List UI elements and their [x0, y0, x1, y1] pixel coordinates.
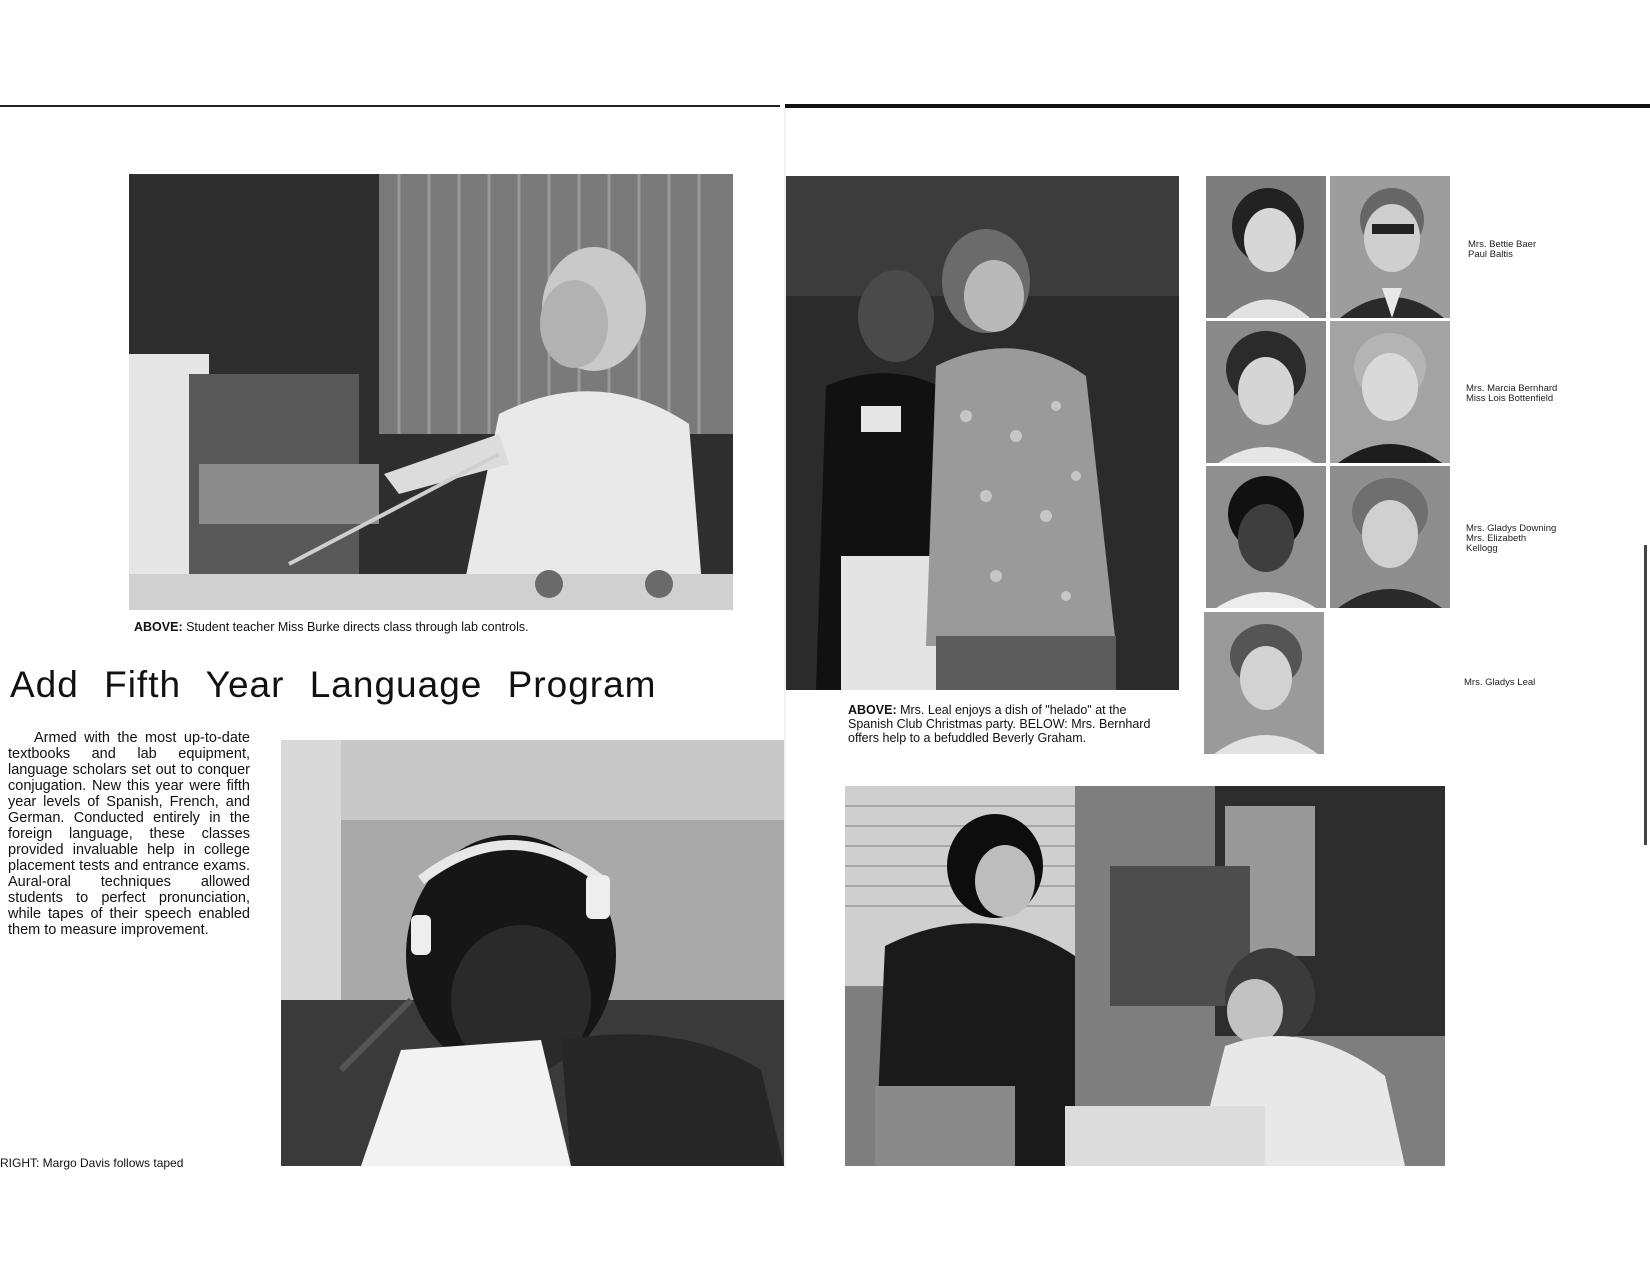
caption-lab-controls [134, 620, 734, 634]
portrait-leal [1204, 612, 1324, 754]
photo-helado-party [786, 176, 1179, 690]
portrait-bernhard [1206, 321, 1326, 463]
faculty-name: Mrs. Marcia Bernhard [1466, 383, 1558, 394]
portrait-downing [1206, 466, 1326, 608]
portrait-bottenfield [1330, 321, 1450, 463]
portrait-baltis [1330, 176, 1450, 318]
faculty-name: Mrs. Bettie Baer [1468, 239, 1537, 250]
faculty-names-1 [1468, 240, 1536, 260]
page-edge-mark [1644, 545, 1647, 845]
caption-helado [848, 703, 1168, 745]
faculty-name: Kellogg [1466, 543, 1498, 554]
article-body: Armed with the most up-to-date textbooks and lab equipment, language scholars set out to conquer conjugation. New this year were fifth year levels of Spanish, French, and German. Conducted entirely in the foreign language, these classes provided invaluable help in college placement tests and entrance exams. Aural-oral techniques allowed students to perfect pronunciation, while tapes of their speech enabled them to measure improvement. [8, 730, 250, 938]
caption-cutoff: RIGHT: Margo Davis follows taped [0, 1156, 184, 1170]
caption-text: Mrs. Leal enjoys a dish of "helado" at the Spanish Club Christmas party. BELOW: Mrs. Bernhard offers help to a befuddled Beverly Graham. [848, 703, 1151, 745]
faculty-name: Miss Lois Bottenfield [1466, 393, 1554, 404]
page-title: Add Fifth Year Language Program [10, 664, 657, 705]
faculty-names-4 [1464, 678, 1535, 688]
page-edge-right [785, 104, 1650, 108]
caption-text: Student teacher Miss Burke directs class through lab controls. [182, 620, 529, 634]
faculty-name: Paul Baltis [1468, 249, 1513, 260]
faculty-names-2 [1466, 384, 1557, 404]
photo-lab-controls [129, 174, 733, 610]
page-edge-left [0, 105, 780, 107]
faculty-names-3 [1466, 524, 1556, 554]
caption-label: ABOVE: [848, 703, 897, 717]
faculty-name: Mrs. Elizabeth [1466, 533, 1527, 544]
caption-label: ABOVE: [134, 620, 183, 634]
faculty-name: Mrs. Gladys Downing [1466, 523, 1557, 534]
photo-headphones-student [281, 740, 784, 1166]
portrait-baer [1206, 176, 1326, 318]
photo-bernhard-help [845, 786, 1445, 1166]
faculty-name: Mrs. Gladys Leal [1464, 677, 1536, 688]
portrait-kellogg [1330, 466, 1450, 608]
